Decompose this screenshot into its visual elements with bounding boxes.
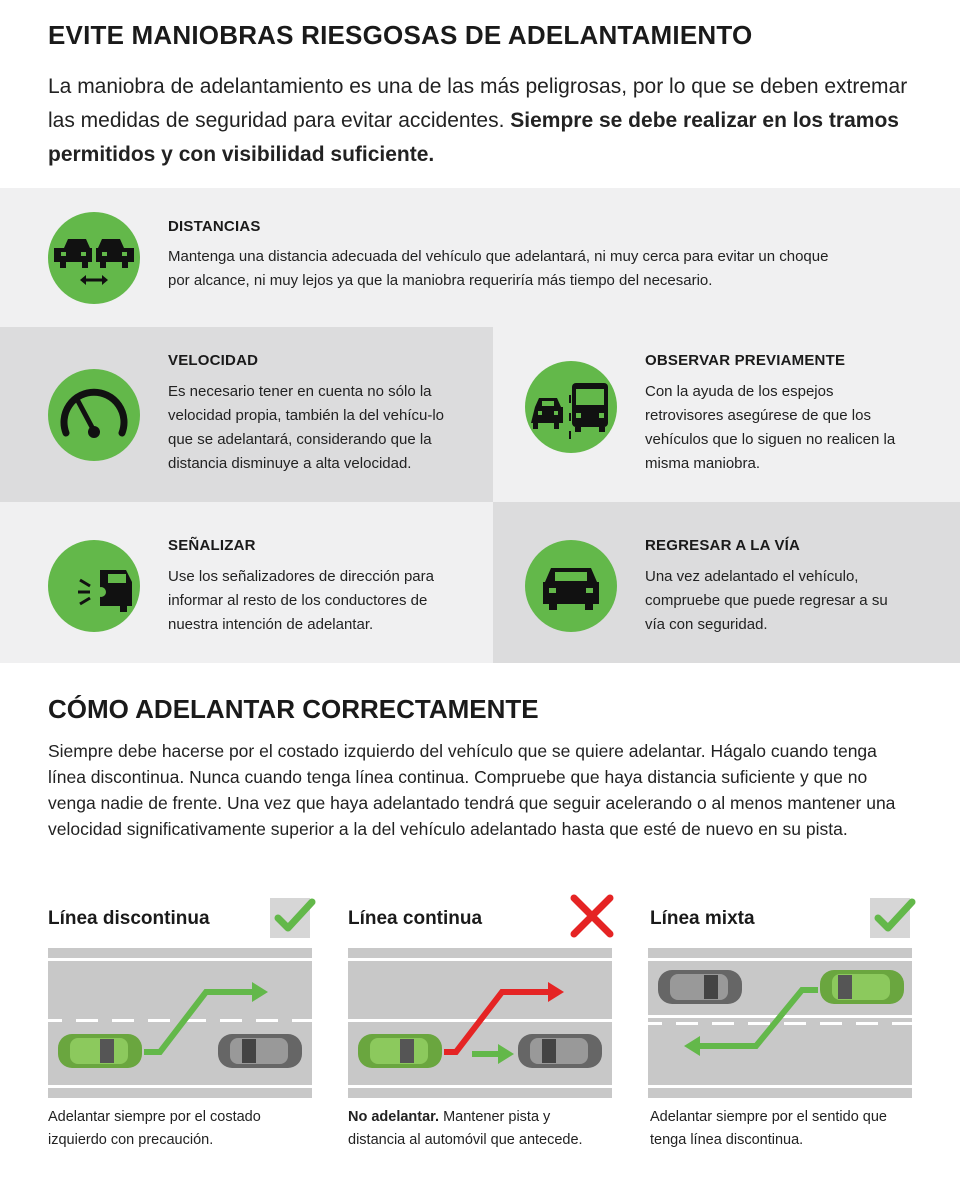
tip-observar-title: OBSERVAR PREVIAMENTE xyxy=(645,352,846,369)
tip-senalizar-title: SEÑALIZAR xyxy=(168,537,256,554)
car-front-icon xyxy=(525,540,617,632)
case-title-continua: Línea continua xyxy=(348,908,483,929)
road-diagram-continua xyxy=(348,948,612,1098)
car-and-bus-icon xyxy=(525,361,617,453)
two-cars-distance-icon xyxy=(48,212,140,304)
check-icon xyxy=(868,894,916,942)
section-title: CÓMO ADELANTAR CORRECTAMENTE xyxy=(48,694,539,724)
tip-senalizar xyxy=(0,502,493,663)
page-title: EVITE MANIOBRAS RIESGOSAS DE ADELANTAMIENTO xyxy=(48,20,753,50)
case-caption-text: Mantener pista y distancia al automóvil que antecede. xyxy=(348,1109,583,1148)
tip-distancias-text: Mantenga una distancia adecuada del vehículo que adelantará, ni muy cerca para evitar un choque por alcance, ni muy lejos ya que la maniobra requeriría más tiempo del necesario. xyxy=(168,248,829,289)
tip-senalizar-text: Use los señalizadores de dirección para informar al resto de los conductores de nuestra intención de adelantar. xyxy=(168,568,434,633)
tips-panel xyxy=(0,188,960,663)
speedometer-icon xyxy=(48,369,140,461)
case-title-mixta: Línea mixta xyxy=(650,908,755,929)
case-title-discontinua: Línea discontinua xyxy=(48,908,210,929)
tip-regresar-title: REGRESAR A LA VÍA xyxy=(645,537,801,554)
tip-velocidad xyxy=(0,327,493,502)
intro-bold: Siempre se debe realizar en los tramos permitidos y con visibilidad suficiente. xyxy=(48,109,899,166)
case-caption-bold: No adelantar. xyxy=(348,1109,440,1125)
tip-regresar xyxy=(493,502,960,663)
road-diagram-mixta xyxy=(648,948,912,1098)
case-caption-discontinua xyxy=(48,1106,310,1152)
tip-observar-text: Con la ayuda de los espejos retrovisores asegúrese de que los vehículos que lo siguen no realicen la misma maniobra. xyxy=(645,383,896,472)
tip-regresar-text: Una vez adelantado el vehículo, compruebe que puede regresar a su vía con seguridad. xyxy=(645,568,888,633)
check-icon xyxy=(268,894,316,942)
case-caption-text: Adelantar siempre por el sentido que tenga línea discontinua. xyxy=(650,1109,887,1148)
intro-paragraph xyxy=(48,70,928,172)
case-caption-continua xyxy=(348,1106,610,1152)
tip-distancias-title: DISTANCIAS xyxy=(168,218,261,235)
tip-distancias xyxy=(0,188,960,327)
tip-observar xyxy=(493,327,960,502)
case-caption-text: Adelantar siempre por el costado izquierdo con precaución. xyxy=(48,1109,261,1148)
tip-velocidad-text: Es necesario tener en cuenta no sólo la velocidad propia, también la del vehícu-lo que se adelantará, considerando que la distancia disminuye a alta velocidad. xyxy=(168,383,444,472)
case-caption-mixta xyxy=(650,1106,912,1152)
tip-velocidad-title: VELOCIDAD xyxy=(168,352,259,369)
intro-regular: La maniobra de adelantamiento es una de las más peligrosas, por lo que se deben extremar las medidas de seguridad para evitar accidentes. xyxy=(48,75,908,132)
road-diagram-discontinua xyxy=(48,948,312,1098)
section-paragraph: Siempre debe hacerse por el costado izquierdo del vehículo que se quiere adelantar. Hágalo cuando tenga línea discontinua. Nunca cuando tenga línea continua. Compruebe que haya distancia suficiente y que no venga nadie de frente. Una vez que haya adelantado tendrá que seguir acelerando o al menos mantener una velocidad significativamente superior a la del vehículo adelantado hasta que esté de nuevo en su pista. xyxy=(48,741,896,839)
turn-signal-car-icon xyxy=(48,540,140,632)
cross-icon xyxy=(568,892,616,940)
